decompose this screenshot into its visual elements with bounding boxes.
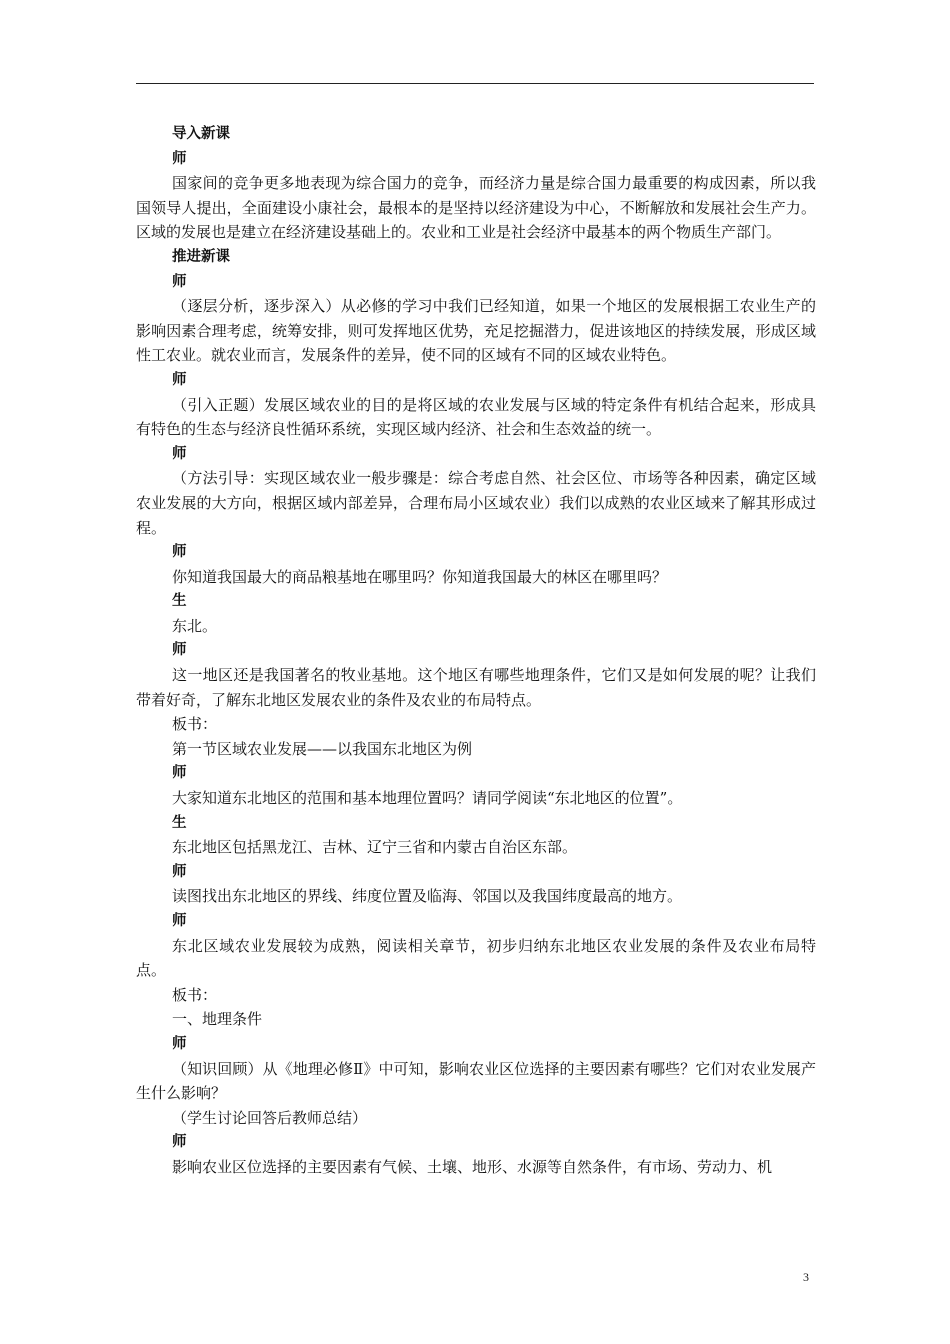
header-rule xyxy=(136,83,814,84)
speaker-heading: 推进新课 xyxy=(172,248,230,265)
body-paragraph: 东北地区包括黑龙江、吉林、辽宁三省和内蒙古自治区东部。 xyxy=(172,838,578,857)
speaker-heading: 师 xyxy=(172,913,187,929)
body-paragraph: 一、地理条件 xyxy=(172,1010,263,1029)
document-body xyxy=(136,122,816,1180)
body-paragraph: 东北区域农业发展较为成熟，阅读相关章节，初步归纳东北地区农业发展的条件及农业布局特点。 xyxy=(136,936,816,980)
speaker-heading: 师 xyxy=(172,150,187,167)
body-paragraph: 这一地区还是我国著名的牧业基地。这个地区有哪些地理条件，它们又是如何发展的呢？让我们带着好奇，了解东北地区发展农业的条件及农业的布局特点。 xyxy=(136,666,816,709)
body-paragraph: 板书： xyxy=(172,715,218,734)
body-paragraph: （逐层分析，逐步深入）从必修的学习中我们已经知道，如果一个地区的发展根据工农业生产的影响因素合理考虑，统筹安排，则可发挥地区优势，充足挖掘潜力，促进该地区的持续发展，形成区域性工农业。就农业而言，发展条件的差异，使不同的区域有不同的区域农业特色。 xyxy=(136,297,816,365)
body-paragraph: 第一节区域农业发展——以我国东北地区为例 xyxy=(172,739,473,758)
speaker-heading: 师 xyxy=(172,371,187,388)
speaker-heading: 师 xyxy=(172,642,187,659)
speaker-heading: 师 xyxy=(172,863,187,880)
speaker-heading: 生 xyxy=(172,814,187,831)
speaker-heading: 师 xyxy=(172,445,187,462)
speaker-heading: 师 xyxy=(172,273,187,290)
speaker-heading: 生 xyxy=(172,593,187,610)
speaker-heading: 师 xyxy=(172,1134,187,1151)
speaker-heading: 师 xyxy=(172,544,187,561)
page-number: 3 xyxy=(803,1270,809,1284)
body-paragraph: 板书： xyxy=(172,985,218,1004)
body-paragraph: 你知道我国最大的商品粮基地在哪里吗？你知道我国最大的林区在哪里吗？ xyxy=(172,567,668,586)
speaker-heading: 导入新课 xyxy=(172,126,230,142)
speaker-heading: 师 xyxy=(172,765,187,782)
body-paragraph: （知识回顾）从《地理必修Ⅱ》中可知，影响农业区位选择的主要因素有哪些？它们对农业发展产生什么影响？ xyxy=(136,1059,816,1103)
body-paragraph: （方法引导：实现区域农业一般步骤是：综合考虑自然、社会区位、市场等各种因素，确定区域农业发展的大方向，根据区域内部差异，合理布局小区域农业）我们以成熟的农业区域来了解其形成过程。 xyxy=(136,469,816,537)
body-paragraph: 读图找出东北地区的界线、纬度位置及临海、邻国以及我国纬度最高的地方。 xyxy=(172,887,683,906)
body-paragraph: 东北。 xyxy=(172,616,218,635)
speaker-heading: 师 xyxy=(172,1035,187,1052)
body-paragraph: （学生讨论回答后教师总结） xyxy=(172,1108,368,1127)
body-paragraph: （引入正题）发展区域农业的目的是将区域的农业发展与区域的特定条件有机结合起来，形成具有特色的生态与经济良性循环系统，实现区域内经济、社会和生态效益的统一。 xyxy=(136,395,816,439)
body-paragraph: 大家知道东北地区的范围和基本地理位置吗？请同学阅读“东北地区的位置”。 xyxy=(172,789,683,808)
body-paragraph: 影响农业区位选择的主要因素有气候、土壤、地形、水源等自然条件，有市场、劳动力、机 xyxy=(172,1157,773,1176)
body-paragraph: 国家间的竞争更多地表现为综合国力的竞争，而经济力量是综合国力最重要的构成因素，所以我国领导人提出，全面建设小康社会，最根本的是坚持以经济建设为中心，不断解放和发展社会生产力。区域的发展也是建立在经济建设基础上的。农业和工业是社会经济中最基本的两个物质生产部门。 xyxy=(136,174,816,242)
